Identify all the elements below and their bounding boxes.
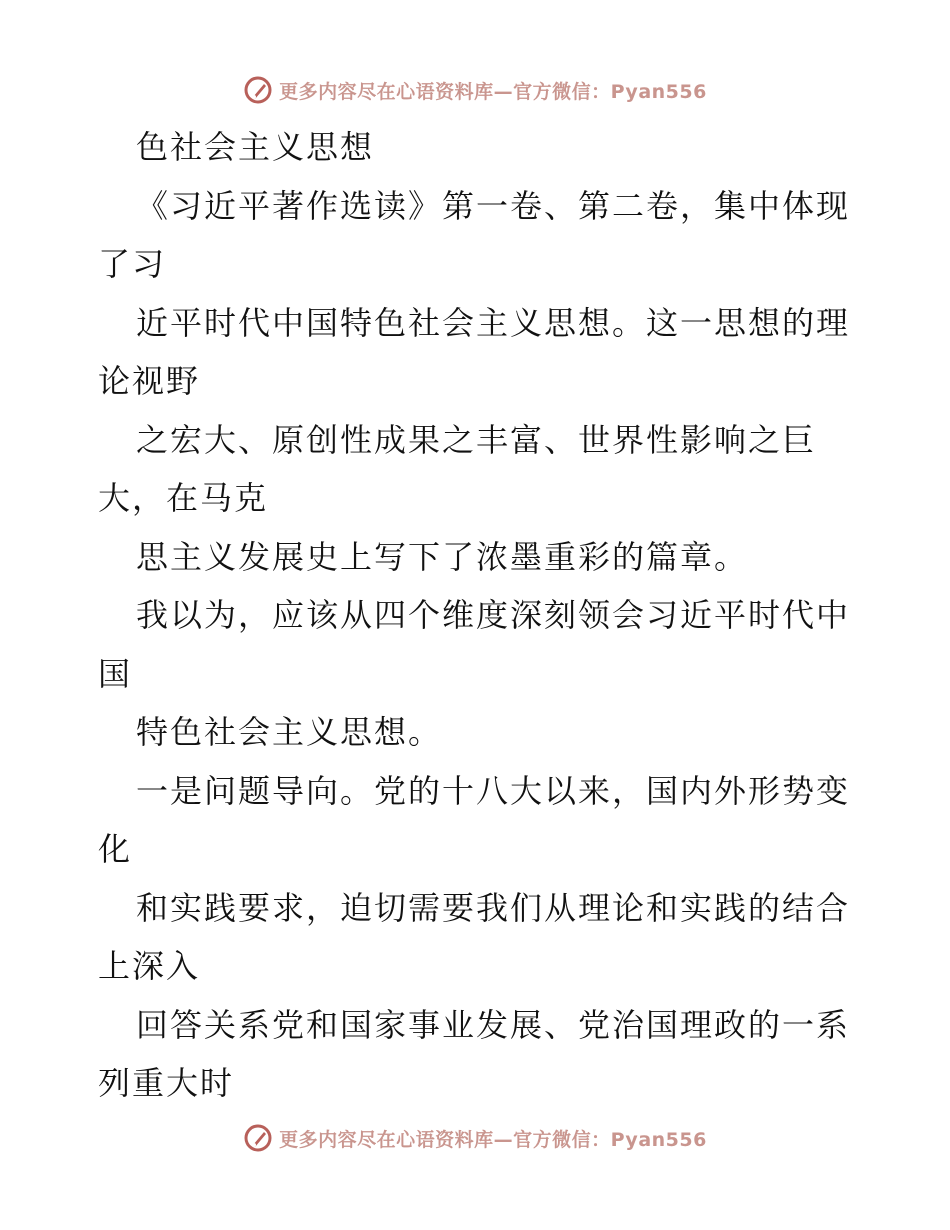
watermark-text: 更多内容尽在心语资料库—官方微信：Pyan556 <box>279 1128 707 1151</box>
text-line: 我以为，应该从四个维度深刻领会习近平时代中 <box>136 596 851 634</box>
pen-circle-logo-icon <box>243 1123 273 1153</box>
text-line: 国 <box>98 654 133 693</box>
pen-circle-logo-icon <box>243 75 273 105</box>
footer-watermark <box>0 1118 950 1158</box>
header-watermark <box>0 70 950 110</box>
text-line: 思主义发展史上写下了浓墨重彩的篇章。 <box>136 537 749 576</box>
text-line: 化 <box>98 830 133 868</box>
text-line: 回答关系党和国家事业发展、党治国理政的一系 <box>136 1005 851 1044</box>
text-line: 和实践要求，迫切需要我们从理论和实践的结合 <box>136 888 851 927</box>
text-line: 色社会主义思想 <box>136 128 375 166</box>
text-line: 《习近平著作选读》第一卷、第二卷，集中体现 <box>136 186 851 225</box>
text-line: 论视野 <box>98 362 201 400</box>
text-line: 了习 <box>98 245 167 283</box>
document-body <box>98 118 868 1113</box>
text-line: 一是问题导向。党的十八大以来，国内外形势变 <box>136 771 851 810</box>
text-line: 上深入 <box>98 947 201 985</box>
text-line: 列重大时 <box>98 1064 235 1102</box>
text-line: 之宏大、原创性成果之丰富、世界性影响之巨 <box>136 420 817 459</box>
text-line: 近平时代中国特色社会主义思想。这一思想的理 <box>136 303 851 342</box>
watermark-text: 更多内容尽在心语资料库—官方微信：Pyan556 <box>279 80 707 103</box>
text-line: 特色社会主义思想。 <box>136 713 443 751</box>
text-line: 大，在马克 <box>98 479 269 517</box>
